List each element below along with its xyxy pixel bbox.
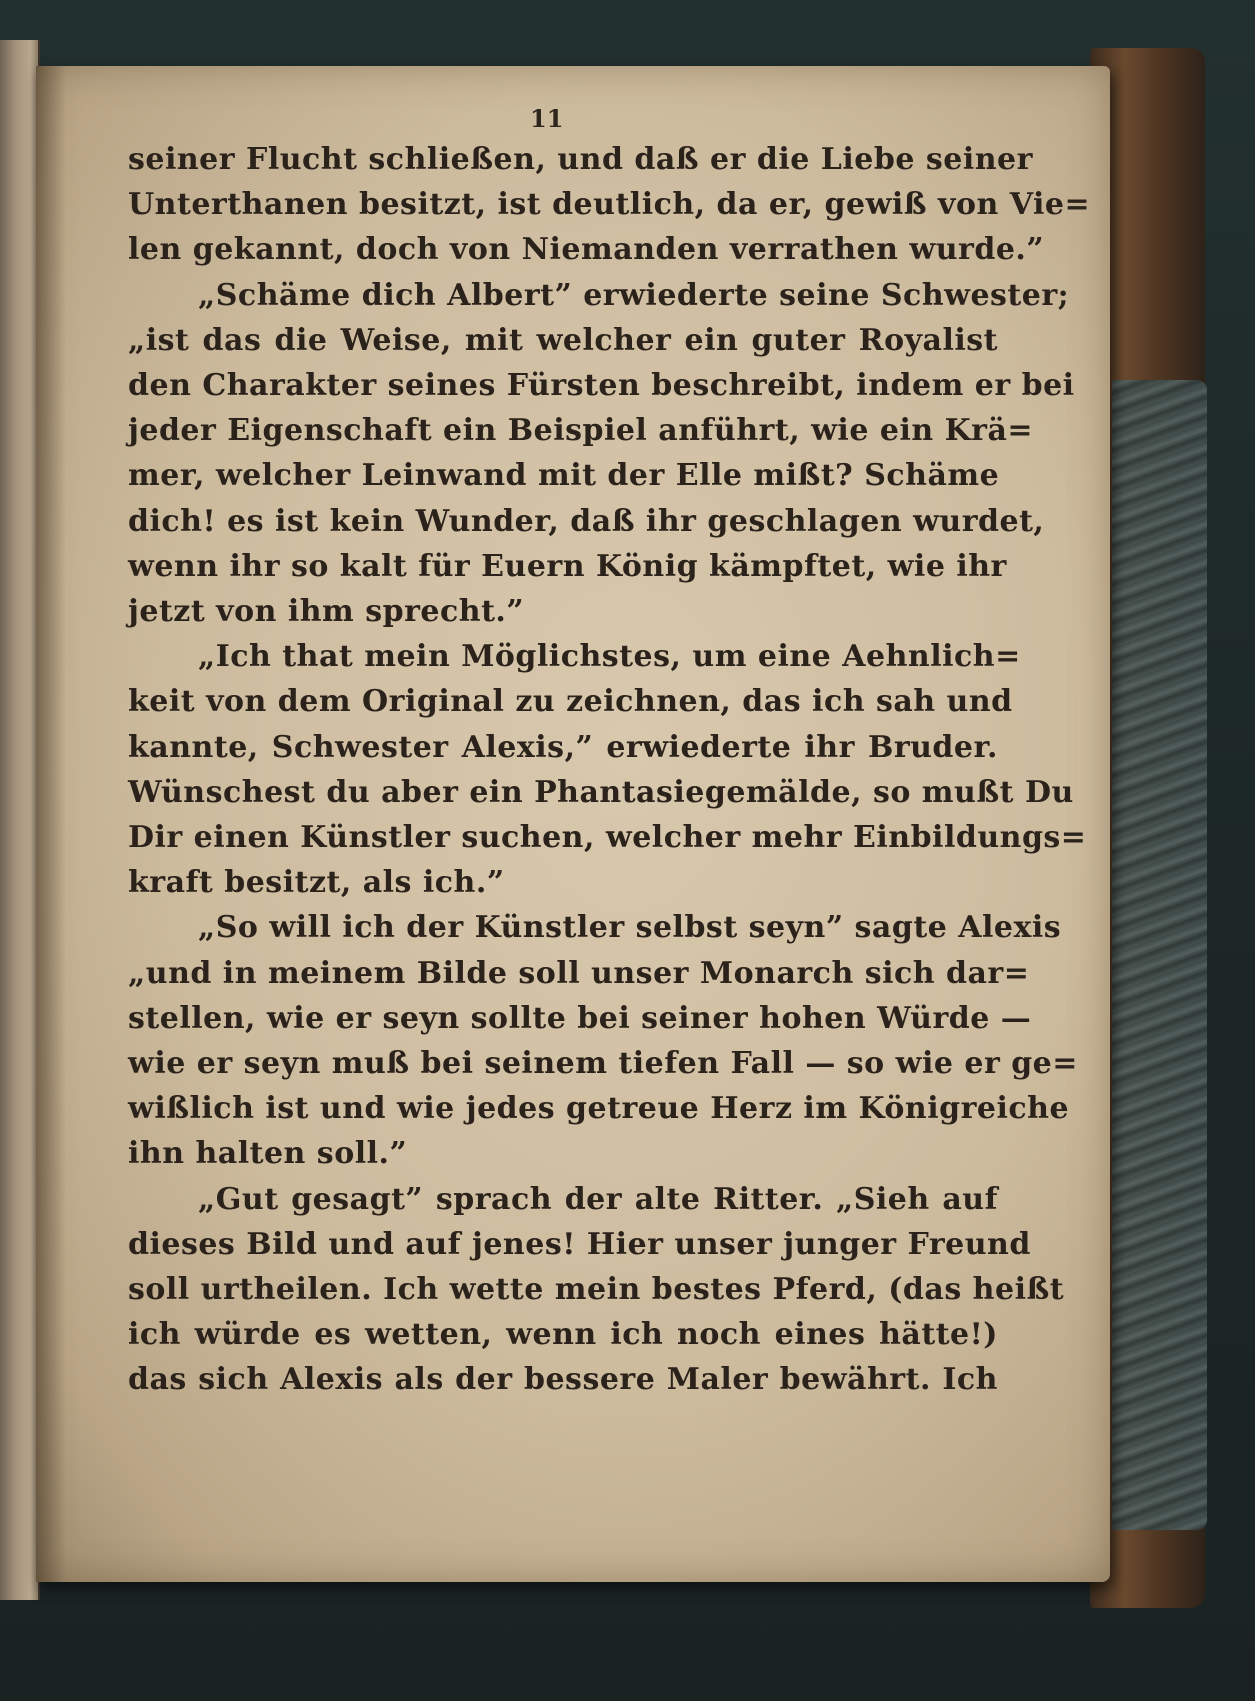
text-line: „ist das die Weise, mit welcher ein guter Royalist (128, 322, 998, 358)
text-line: Unterthanen besitzt, ist deutlich, da er, gewiß von Vie= (128, 187, 1091, 223)
text-line: „Gut gesagt” sprach der alte Ritter. „Sieh auf (198, 1181, 998, 1217)
text-line: len gekannt, doch von Niemanden verrathen wurde.” (128, 232, 1045, 268)
text-line: dieses Bild und auf jenes! Hier unser junger Freund (128, 1226, 1031, 1262)
text-line: ich würde es wetten, wenn ich noch eines hätte!) (128, 1317, 998, 1353)
text-line: keit von dem Original zu zeichnen, das ich sah und (128, 684, 1013, 720)
text-line: mer, welcher Leinwand mit der Elle mißt? Schäme (128, 458, 1000, 494)
text-line: ihn halten soll.” (128, 1136, 408, 1172)
text-line: kraft besitzt, als ich.” (128, 865, 505, 901)
text-line: dich! es ist kein Wunder, daß ihr geschlagen wurdet, (128, 503, 1045, 539)
text-line: „Ich that mein Möglichstes, um eine Aehnlich= (198, 639, 1021, 675)
text-line: das sich Alexis als der bessere Maler bewährt. Ich (128, 1362, 998, 1398)
text-line: „Schäme dich Albert” erwiederte seine Schwester; (198, 277, 1070, 313)
text-line: den Charakter seines Fürsten beschreibt, indem er bei (128, 368, 1075, 403)
text-line: kannte, Schwester Alexis,” erwiederte ihr Bruder. (128, 729, 998, 765)
text-line: „und in meinem Bilde soll unser Monarch sich dar= (128, 955, 1030, 991)
facing-page-edge (0, 40, 40, 1600)
text-line: jetzt von ihm sprecht.” (128, 594, 525, 629)
page-gutter-shadow (36, 66, 66, 1582)
text-line: soll urtheilen. Ich wette mein bestes Pferd, (das heißt (128, 1272, 1065, 1307)
text-line: stellen, wie er seyn sollte bei seiner hohen Würde — (128, 1000, 1032, 1036)
text-line: jeder Eigenschaft ein Beispiel anführt, wie ein Krä= (128, 413, 1034, 449)
text-line: wenn ihr so kalt für Euern König kämpftet, wie ihr (128, 548, 1007, 584)
text-line: Dir einen Künstler suchen, welcher mehr Einbildungs= (128, 820, 1087, 855)
marbled-cover-board (1112, 380, 1207, 1530)
text-line: seiner Flucht schließen, und daß er die Liebe seiner (128, 142, 1033, 177)
text-line: „So will ich der Künstler selbst seyn” sagte Alexis (198, 910, 1062, 946)
text-line: wie er seyn muß bei seinem tiefen Fall — so wie er ge= (128, 1046, 1078, 1081)
page-number: 11 (530, 104, 564, 133)
text-line: wißlich ist und wie jedes getreue Herz im Königreiche (128, 1091, 1070, 1127)
text-line: Wünschest du aber ein Phantasiegemälde, so mußt Du (128, 774, 1074, 810)
